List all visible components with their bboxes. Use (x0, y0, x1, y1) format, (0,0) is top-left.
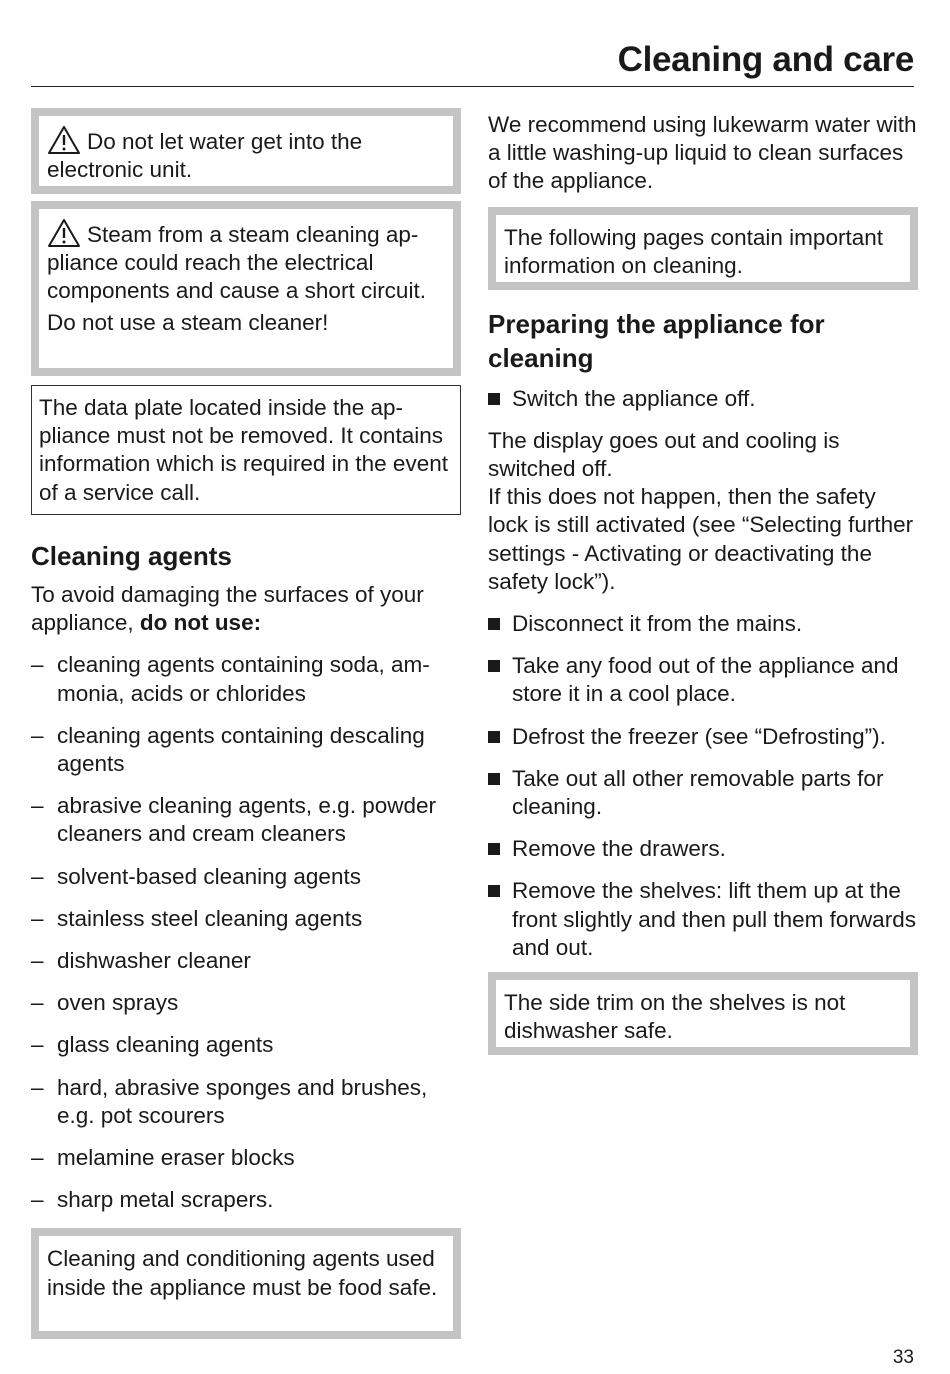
list-item: – hard, abrasive sponges and brushes, e.g. pot scourers (31, 1074, 428, 1128)
left-column (31, 108, 461, 1339)
list-item: Remove the shelves: lift them up at the front slightly and then pull them forwards and out. (488, 877, 918, 962)
preparing-step-first (488, 385, 918, 413)
list-item: – abrasive cleaning agents, e.g. powder cleaners and cream cleaners (31, 793, 436, 847)
safety-lock-text: If this does not happen, then the safety lock is still activated (see “Selecting further settings - Activating or deactivating the safety lock”). (488, 484, 914, 594)
warning-text-steam-cleaner: Do not use a steam cleaner! (47, 309, 329, 335)
note-box-food-safe (31, 1228, 461, 1339)
note-box-data-plate (31, 385, 461, 515)
list-item: Take out all other removable parts for cleaning. (488, 765, 918, 821)
cleaning-agents-heading: Cleaning agents (31, 541, 232, 571)
list-item: – melamine eraser blocks (31, 1145, 295, 1171)
warning-triangle-icon (47, 125, 81, 153)
square-bullet-icon (488, 731, 500, 743)
list-item: Remove the drawers. (488, 835, 918, 863)
list-item: – stainless steel cleaning agents (31, 905, 363, 931)
cleaning-agents-intro: To avoid damaging the surfaces of your appliance, do not use: (31, 582, 424, 636)
page-header (31, 38, 914, 87)
page-title: Cleaning and care (617, 40, 914, 79)
page-number: 33 (892, 1347, 914, 1368)
right-column (488, 111, 918, 1055)
list-item: – glass cleaning agents (31, 1032, 274, 1058)
warning-text-water: Do not let water get into the electronic unit. (47, 125, 442, 184)
square-bullet-icon (488, 885, 500, 897)
list-item: Switch the appliance off. (488, 385, 918, 413)
preparing-heading: Preparing the appliance for cleaning (488, 308, 825, 373)
warning-box-water (31, 108, 461, 194)
warning-triangle-icon (47, 218, 81, 246)
preparing-steps-list (488, 610, 918, 962)
list-item: Defrost the freezer (see “Defrosting”). (488, 723, 918, 751)
warning-box-steam (31, 201, 461, 376)
note-box-following-pages (488, 207, 918, 290)
cleaning-agents-list (31, 651, 461, 1214)
list-item: – oven sprays (31, 990, 179, 1016)
square-bullet-icon (488, 660, 500, 672)
list-item: – dishwasher cleaner (31, 948, 251, 974)
warning-text-steam: Steam from a steam cleaning appliance could reach the electrical components and cause a short circuit. (47, 218, 442, 306)
list-item: Disconnect it from the mains. (488, 610, 918, 638)
note-text-side-trim: The side trim on the shelves is not dishwasher safe. (504, 990, 846, 1044)
square-bullet-icon (488, 393, 500, 405)
square-bullet-icon (488, 618, 500, 630)
note-box-side-trim (488, 972, 918, 1055)
note-text-data-plate: The data plate located inside the appliance must not be removed. It contains information which is required in the event of a service call. (39, 395, 448, 505)
list-item: – solvent-based cleaning agents (31, 863, 361, 889)
list-item: – sharp metal scrapers. (31, 1187, 274, 1213)
note-text-following-pages: The following pages contain important information on cleaning. (504, 224, 883, 278)
square-bullet-icon (488, 843, 500, 855)
list-item: – cleaning agents containing soda, ammonia, acids or chlorides (31, 652, 430, 706)
list-item: Take any food out of the appliance and store it in a cool place. (488, 652, 918, 708)
display-info-text: The display goes out and cooling is switched off. (488, 427, 840, 482)
list-item: – cleaning agents containing descaling agents (31, 722, 425, 777)
square-bullet-icon (488, 773, 500, 785)
recommend-text: We recommend using lukewarm water with a little washing-up liquid to clean surfaces of the appliance. (488, 112, 917, 194)
note-text-food-safe: Cleaning and conditioning agents used inside the appliance must be food safe. (47, 1246, 438, 1300)
